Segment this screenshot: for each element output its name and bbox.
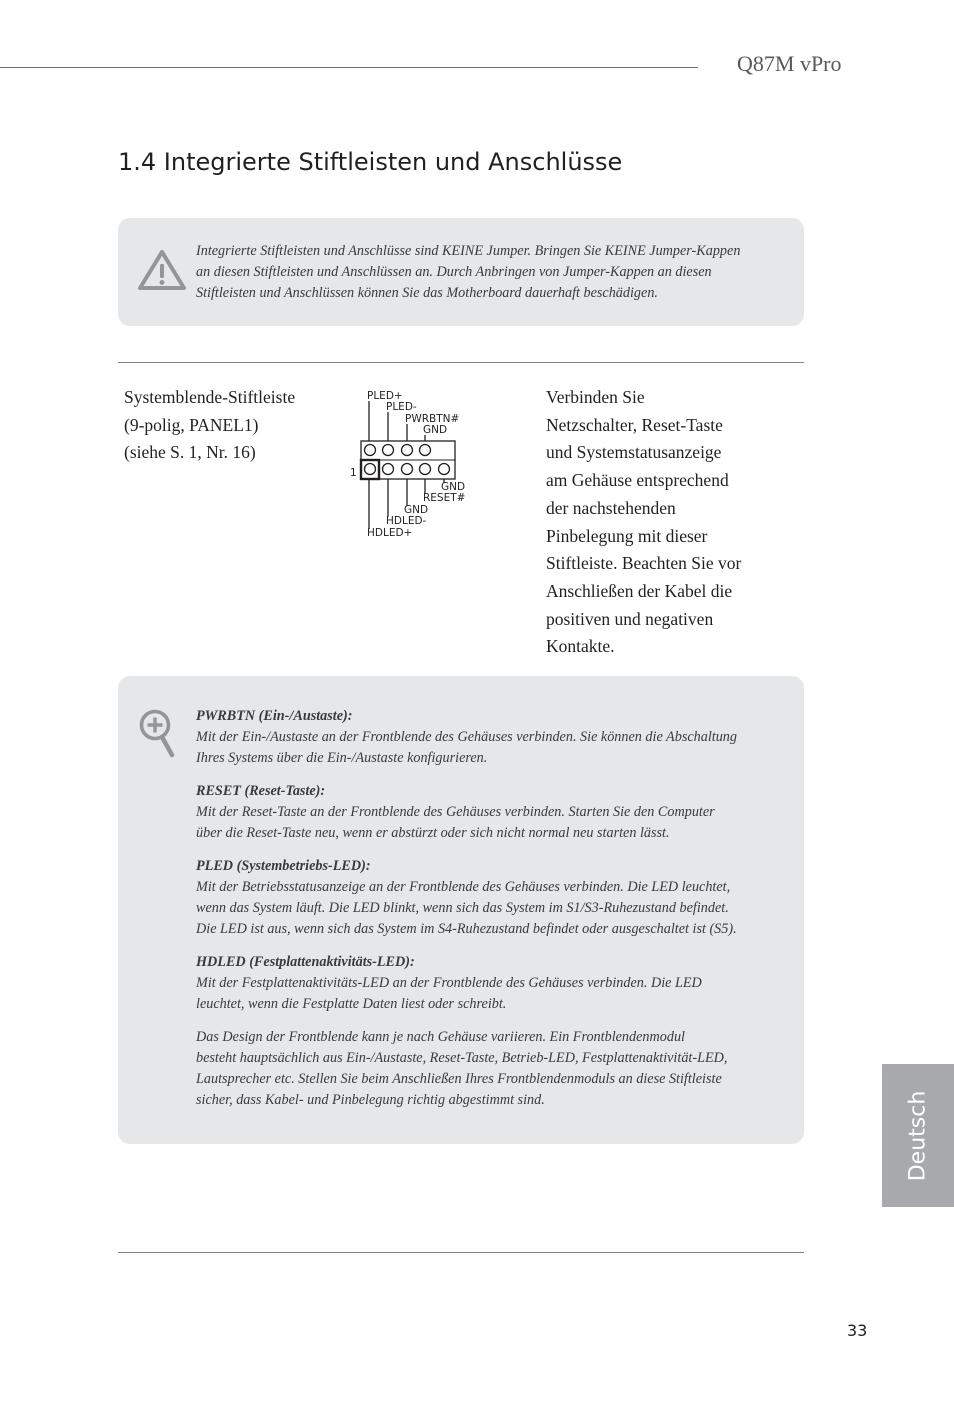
info-line: Mit der Reset-Taste an der Frontblende des Gehäuses verbinden. Starten Sie den Computer: [196, 804, 715, 820]
panel-header-reference: (siehe S. 1, Nr. 16): [124, 442, 256, 462]
language-tab-label: Deutsch: [905, 1090, 931, 1181]
info-line: Die LED ist aus, wenn sich das System im S4-Ruhezustand befindet oder ausgeschaltet ist (S5).: [196, 921, 737, 937]
info-line: Ihres Systems über die Ein-/Austaste konfigurieren.: [196, 750, 488, 766]
info-hdled-heading: HDLED (Festplattenaktivitäts-LED):: [196, 954, 415, 970]
connect-line: Pinbelegung mit dieser: [546, 525, 708, 546]
connect-line: Kontakte.: [546, 636, 615, 657]
info-pled: [196, 856, 756, 940]
info-line: besteht hauptsächlich aus Ein-/Austaste, Reset-Taste, Betrieb-LED, Festplattenaktivität-LED,: [196, 1050, 728, 1066]
panel-header-pins: (9-polig, PANEL1): [124, 414, 259, 435]
info-design: [196, 1027, 756, 1111]
warning-line: an diesen Stiftleisten und Anschlüssen an. Durch Anbringen von Jumper-Kappen an diesen: [196, 264, 712, 280]
info-line: über die Reset-Taste neu, wenn er abstürzt oder sich nicht normal neu starten lässt.: [196, 825, 670, 841]
connect-line: Verbinden Sie: [546, 387, 645, 407]
info-line: Das Design der Frontblende kann je nach Gehäuse variieren. Ein Frontblendenmodul: [196, 1029, 685, 1045]
info-pwrbtn: [196, 706, 756, 769]
footer-rule: [118, 1252, 804, 1253]
warning-text: [196, 241, 761, 304]
info-pwrbtn-heading: PWRBTN (Ein-/Austaste):: [196, 708, 353, 724]
pin-label-gnd-right: GND: [441, 481, 466, 493]
pin-label-pin1: 1: [350, 467, 357, 479]
header-rule: [0, 67, 698, 68]
pin-label-pled-plus: PLED+: [367, 390, 403, 402]
info-line: Mit der Festplattenaktivitäts-LED an der Frontblende des Gehäuses verbinden. Die LED: [196, 975, 702, 991]
warning-line: Integrierte Stiftleisten und Anschlüsse sind KEINE Jumper. Bringen Sie KEINE Jumper-Kappen: [196, 243, 741, 259]
connect-line: und Systemstatusanzeige: [546, 442, 722, 463]
model-name: Q87M vPro: [737, 51, 842, 76]
pin-label-pled-minus: PLED-: [386, 401, 417, 413]
connect-line: der nachstehenden: [546, 497, 676, 518]
info-line: Mit der Ein-/Austaste an der Frontblende des Gehäuses verbinden. Sie können die Abschaltung: [196, 729, 737, 745]
panel-pin-diagram: [340, 384, 490, 544]
pin-label-pwrbtn: PWRBTN#: [405, 413, 460, 425]
info-text: [196, 706, 756, 1123]
connect-instructions: [546, 384, 756, 661]
info-line: wenn das System läuft. Die LED blinkt, wenn sich das System im S1/S3-Ruhezustand befindet.: [196, 900, 729, 916]
page-number: 33: [847, 1321, 868, 1340]
info-reset-heading: RESET (Reset-Taste):: [196, 783, 326, 799]
info-reset: [196, 781, 756, 844]
magnifier-plus-icon: [138, 708, 176, 758]
panel-header-description: [124, 384, 354, 467]
info-line: sicher, dass Kabel- und Pinbelegung richtig abgestimmt sind.: [196, 1092, 545, 1108]
info-line: Lautsprecher etc. Stellen Sie beim Anschließen Ihres Frontblendenmoduls an diese Stiftleiste: [196, 1071, 722, 1087]
pin-label-reset: RESET#: [423, 492, 466, 504]
section-divider: [118, 362, 804, 363]
warning-triangle-icon: [137, 249, 187, 291]
connect-line: Netzschalter, Reset-Taste: [546, 414, 723, 435]
info-line: leuchtet, wenn die Festplatte Daten liest oder schreibt.: [196, 996, 507, 1012]
connect-line: positiven und negativen: [546, 608, 714, 629]
info-hdled: [196, 952, 756, 1015]
connect-line: Stiftleiste. Beachten Sie vor: [546, 553, 742, 574]
pin-label-gnd-top: GND: [423, 424, 448, 436]
pin-label-hdled-minus: HDLED-: [386, 515, 427, 527]
pin-label-gnd-bottom: GND: [404, 504, 429, 516]
section-title: 1.4 Integrierte Stiftleisten und Anschlüsse: [118, 148, 623, 176]
connect-line: am Gehäuse entsprechend: [546, 470, 729, 491]
info-line: Mit der Betriebsstatusanzeige an der Frontblende des Gehäuses verbinden. Die LED leuchtet,: [196, 879, 731, 895]
language-tab: [882, 1064, 954, 1207]
pin-label-hdled-plus: HDLED+: [367, 527, 413, 539]
warning-line: Stiftleisten und Anschlüssen können Sie das Motherboard dauerhaft beschädigen.: [196, 285, 658, 301]
info-pled-heading: PLED (Systembetriebs-LED):: [196, 858, 371, 874]
connect-line: Anschließen der Kabel die: [546, 580, 733, 601]
panel-header-name: Systemblende-Stiftleiste: [124, 387, 296, 407]
